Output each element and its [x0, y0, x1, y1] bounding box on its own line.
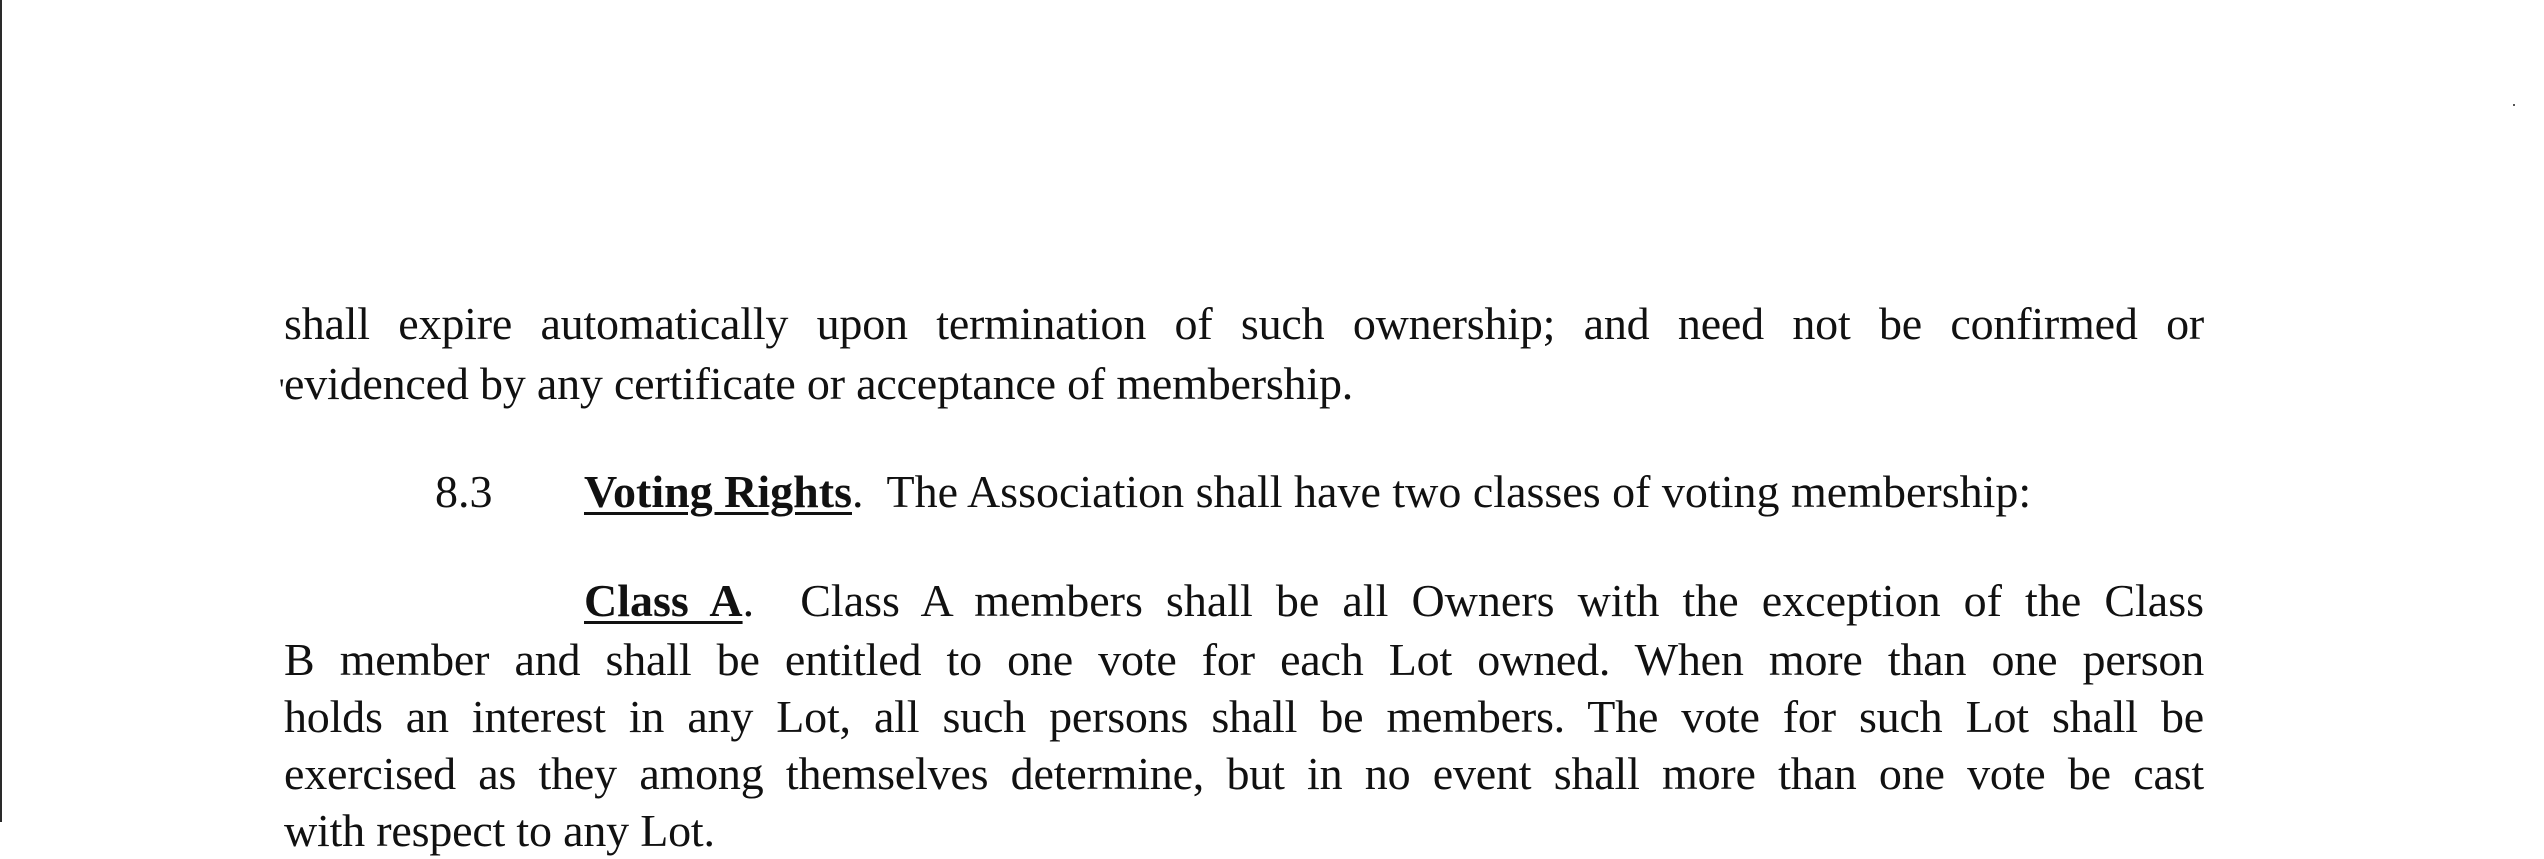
scan-speck	[2513, 104, 2515, 106]
continuation-line-1	[284, 296, 2204, 352]
page-left-edge	[0, 0, 2, 822]
class-a-heading-punct: .	[742, 575, 755, 626]
class-a-line-4	[284, 746, 2204, 802]
section-heading-punct: .	[851, 466, 864, 517]
class-a-heading: Class A	[584, 575, 743, 626]
section-heading-voting-rights: Voting Rights	[584, 466, 852, 517]
section-text: The Association shall have two classes of voting membership:	[886, 466, 2032, 517]
section-heading-line	[584, 464, 2031, 520]
class-a-first-line	[584, 573, 2204, 629]
class-a-text-2: B member and shall be entitled to one vote for each Lot owned. When more than one person	[284, 634, 2204, 685]
continuation-text-2: evidenced by any certificate or acceptance of membership.	[284, 358, 1354, 409]
class-a-text-3: holds an interest in any Lot, all such persons shall be members. The vote for such Lot shall be	[284, 691, 2204, 742]
class-a-text-5: with respect to any Lot.	[284, 805, 715, 856]
class-a-first-line-text: Class A members shall be all Owners with the exception of the Class	[800, 575, 2205, 626]
class-a-line-5	[284, 803, 715, 859]
class-a-line-3	[284, 689, 2204, 745]
class-a-line-2	[284, 632, 2204, 688]
section-number: 8.3	[435, 466, 493, 517]
continuation-line-2: 'evidenced by any certificate or acceptance of membership.	[279, 358, 1354, 409]
class-a-text-4: exercised as they among themselves determine, but in no event shall more than one vote be cast	[284, 748, 2204, 799]
continuation-text-1: shall expire automatically upon termination of such ownership; and need not be confirmed or	[284, 298, 2204, 349]
